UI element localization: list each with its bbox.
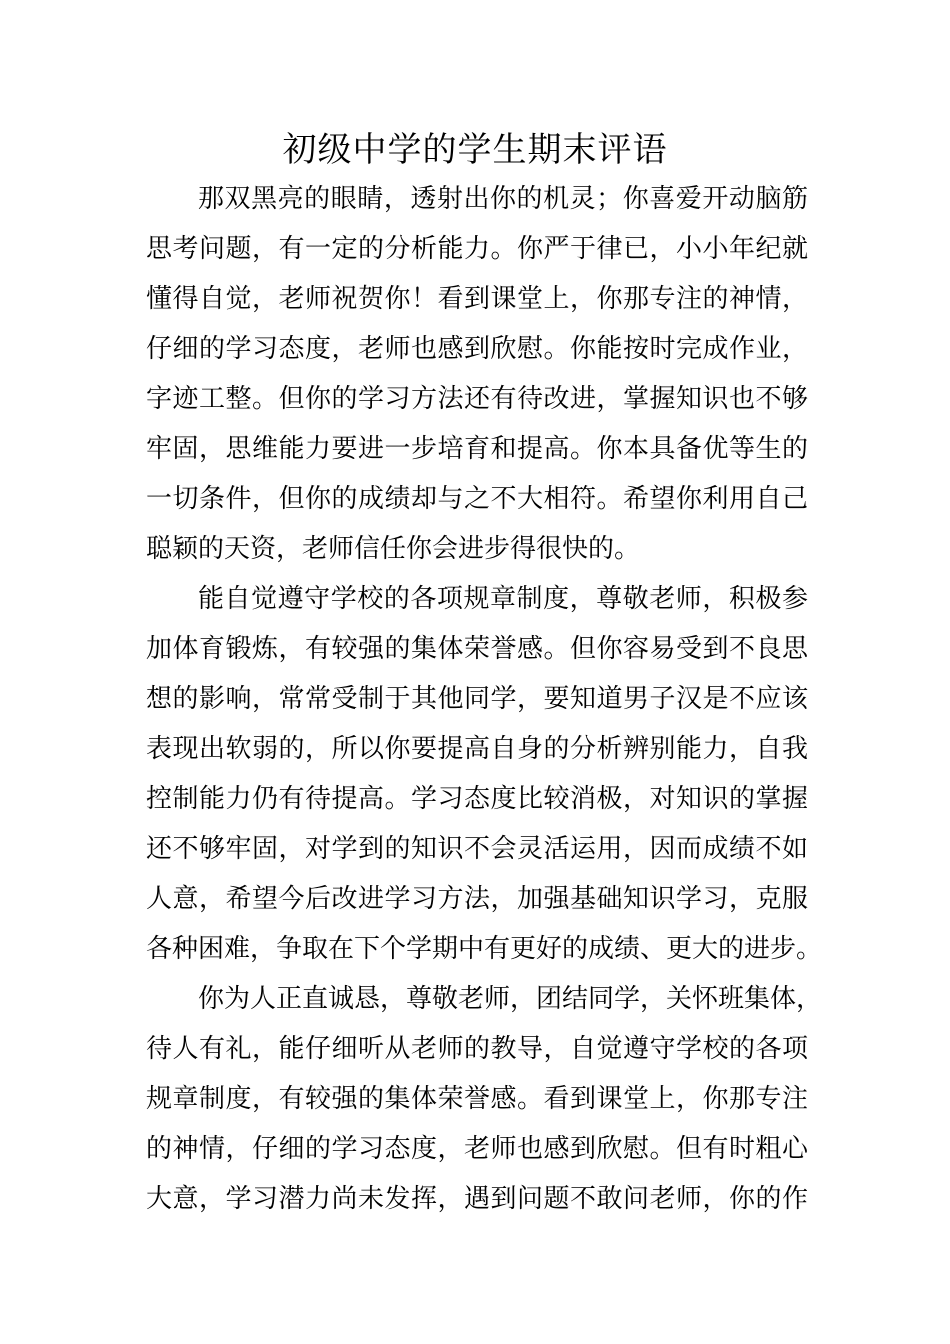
paragraph-3-line-5: 大意，学习潜力尚未发挥，遇到问题不敢问老师，你的作 <box>146 1184 808 1214</box>
paragraph-3-line-3: 规章制度，有较强的集体荣誉感。看到课堂上，你那专注 <box>146 1084 808 1114</box>
paragraph-1-line-7: 一切条件，但你的成绩却与之不大相符。希望你利用自己 <box>146 484 808 514</box>
paragraph-1-line-4: 仔细的学习态度，老师也感到欣慰。你能按时完成作业， <box>146 334 808 364</box>
paragraph-2-line-2: 加体育锻炼，有较强的集体荣誉感。但你容易受到不良思 <box>146 634 808 664</box>
paragraph-2-line-8: 各种困难，争取在下个学期中有更好的成绩、更大的进步。 <box>146 934 823 964</box>
paragraph-1-line-3: 懂得自觉，老师祝贺你！看到课堂上，你那专注的神情， <box>146 284 808 314</box>
paragraph-2-line-1: 能自觉遵守学校的各项规章制度，尊敬老师，积极参 <box>198 584 808 614</box>
paragraph-2-line-7: 人意，希望今后改进学习方法，加强基础知识学习，克服 <box>146 884 808 914</box>
paragraph-2-line-6: 还不够牢固，对学到的知识不会灵活运用，因而成绩不如 <box>146 834 808 864</box>
paragraph-1-line-2: 思考问题，有一定的分析能力。你严于律已，小小年纪就 <box>146 234 808 264</box>
paragraph-1-line-8: 聪颖的天资，老师信任你会进步得很快的。 <box>146 534 641 564</box>
paragraph-2-line-5: 控制能力仍有待提高。学习态度比较消极，对知识的掌握 <box>146 784 808 814</box>
paragraph-1-line-1: 那双黑亮的眼睛，透射出你的机灵；你喜爱开动脑筋 <box>198 184 808 214</box>
paragraph-2-line-3: 想的影响，常常受制于其他同学，要知道男子汉是不应该 <box>146 684 808 714</box>
paragraph-3-line-2: 待人有礼，能仔细听从老师的教导，自觉遵守学校的各项 <box>146 1034 808 1064</box>
paragraph-2-line-4: 表现出软弱的，所以你要提高自身的分析辨别能力，自我 <box>146 734 808 764</box>
paragraph-3-line-1: 你为人正直诚恳，尊敬老师，团结同学，关怀班集体， <box>198 984 823 1014</box>
paragraph-1-line-5: 字迹工整。但你的学习方法还有待改进，掌握知识也不够 <box>146 384 808 414</box>
paragraph-3-line-4: 的神情，仔细的学习态度，老师也感到欣慰。但有时粗心 <box>146 1134 808 1164</box>
document-title: 初级中学的学生期末评语 <box>282 130 668 170</box>
paragraph-1-line-6: 牢固，思维能力要进一步培育和提高。你本具备优等生的 <box>146 434 808 464</box>
